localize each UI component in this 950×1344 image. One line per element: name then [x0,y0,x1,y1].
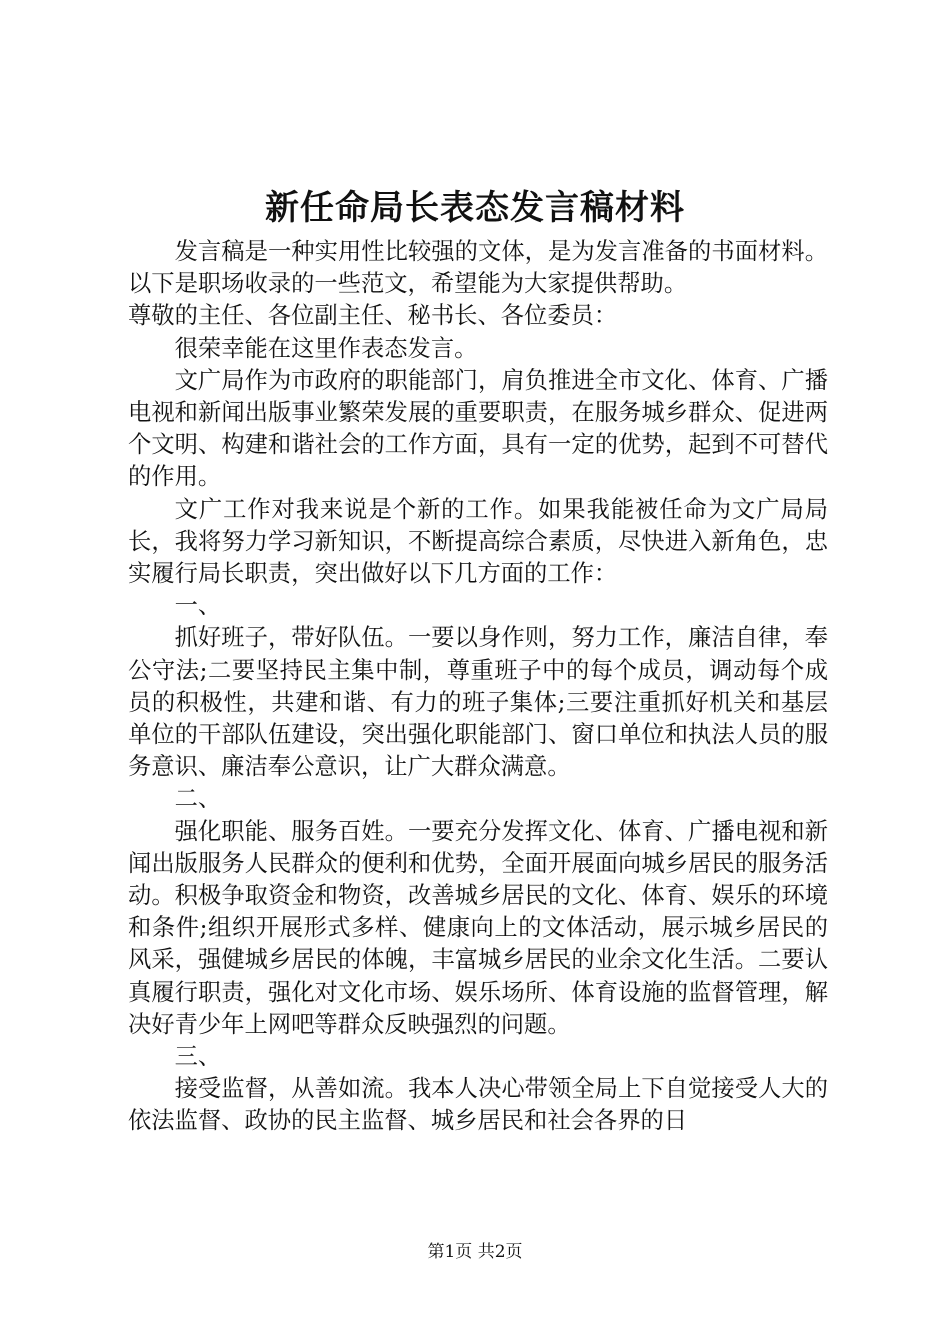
paragraph-intro: 发言稿是一种实用性比较强的文体，是为发言准备的书面材料。以下是职场收录的一些范文，希望能为大家提供帮助。 [128,238,828,298]
paragraph: 文广工作对我来说是个新的工作。如果我能被任命为文广局局长，我将努力学习新知识，不断提高综合素质，尽快进入新角色，忠实履行局长职责，突出做好以下几方面的工作： [128,495,828,588]
document-title: 新任命局长表态发言稿材料 [265,188,685,228]
paragraph: 很荣幸能在这里作表态发言。 [174,334,478,362]
section-number: 一、 [174,592,222,620]
paragraph: 抓好班子，带好队伍。一要以身作则，努力工作，廉洁自律，奉公守法;二要坚持民主集中制，尊重班子中的每个成员，调动每个成员的积极性，共建和谐、有力的班子集体;三要注重抓好机关和基层单位的干部队伍建设，突出强化职能部门、窗口单位和执法人员的服务意识、廉洁奉公意识，让广大群众满意。 [128,624,828,781]
paragraph: 接受监督，从善如流。我本人决心带领全局上下自觉接受人大的依法监督、政协的民主监督、城乡居民和社会各界的日 [128,1075,828,1135]
section-number: 三、 [174,1043,222,1071]
document-body [128,236,828,1138]
paragraph-salutation: 尊敬的主任、各位副主任、秘书长、各位委员： [128,302,618,330]
page-footer: 第1页 共2页 [427,1242,523,1262]
paragraph: 文广局作为市政府的职能部门，肩负推进全市文化、体育、广播电视和新闻出版事业繁荣发展的重要职责，在服务城乡群众、促进两个文明、构建和谐社会的工作方面，具有一定的优势，起到不可替代的作用。 [128,366,828,491]
section-number: 二、 [174,785,222,813]
paragraph: 强化职能、服务百姓。一要充分发挥文化、体育、广播电视和新闻出版服务人民群众的便利和优势，全面开展面向城乡居民的服务活动。积极争取资金和物资，改善城乡居民的文化、体育、娱乐的环境和条件;组织开展形式多样、健康向上的文体活动，展示城乡居民的风采，强健城乡居民的体魄，丰富城乡居民的业余文化生活。二要认真履行职责，强化对文化市场、娱乐场所、体育设施的监督管理，解决好青少年上网吧等群众反映强烈的问题。 [128,817,828,1038]
